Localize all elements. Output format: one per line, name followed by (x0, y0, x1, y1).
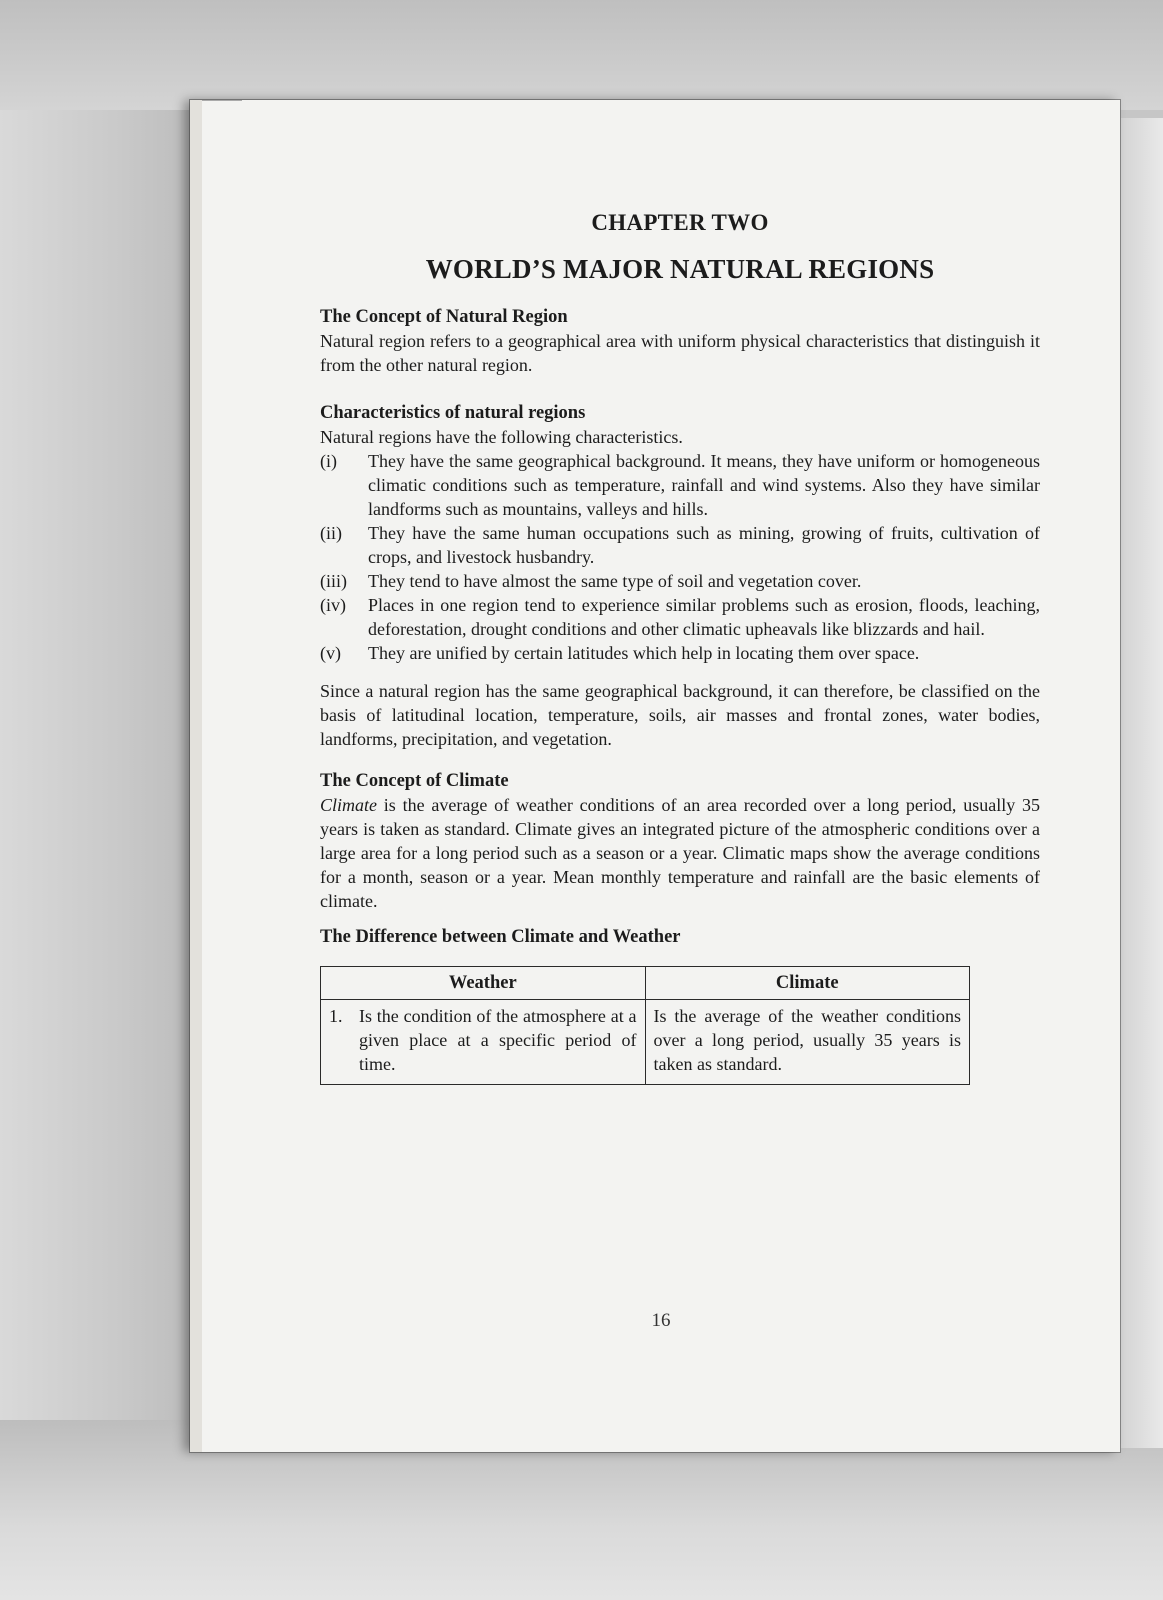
climate-column-header: Climate (645, 967, 970, 1000)
list-item (320, 641, 1040, 665)
characteristics-intro: Natural regions have the following characteristics. (320, 427, 683, 447)
difference-heading: The Difference between Climate and Weather (320, 927, 681, 947)
characteristics-heading: Characteristics of natural regions (320, 403, 586, 423)
chapter-title: WORLD’S MAJOR NATURAL REGIONS (425, 254, 935, 284)
page-corner (202, 100, 242, 141)
list-item-number: (v) (320, 643, 341, 663)
climate-definition (320, 793, 1040, 913)
characteristics-list (320, 449, 1040, 665)
list-item-text: They are unified by certain latitudes which help in locating them over space. (368, 643, 920, 663)
list-item-text: They tend to have almost the same type of soil and vegetation cover. (368, 571, 862, 591)
page-content (320, 210, 1040, 1085)
page-number: 16 (651, 1310, 671, 1331)
chapter-label: CHAPTER TWO (591, 210, 769, 235)
list-item (320, 521, 1040, 569)
table-row (321, 1000, 970, 1085)
list-item-number: (ii) (320, 523, 342, 543)
list-item-text: They have the same geographical background. It means, they have uniform or homogeneous climatic conditions such as temperature, rainfall and wind systems. Also they have similar landforms such as mountains, valleys and hills. (368, 451, 1040, 519)
list-item-number: (iii) (320, 571, 347, 591)
list-item-text: They have the same human occupations such as mining, growing of fruits, cultivation of crops, and livestock husbandry. (368, 523, 1040, 567)
weather-column-header: Weather (321, 967, 646, 1000)
list-item-text: Places in one region tend to experience similar problems such as erosion, floods, leaching, deforestation, drought conditions and other climatic upheavals like blizzards and hail. (368, 595, 1040, 639)
climate-heading: The Concept of Climate (320, 771, 509, 791)
list-item (320, 593, 1040, 641)
natural-region-heading: The Concept of Natural Region (320, 307, 568, 327)
weather-climate-table (320, 966, 970, 1085)
scan-background-top (0, 0, 1163, 110)
list-item-number: (i) (320, 451, 337, 471)
list-item-number: (iv) (320, 595, 346, 615)
climate-term: Climate (320, 795, 377, 815)
weather-cell-text: Is the condition of the atmosphere at a given place at a specific period of time. (359, 1006, 637, 1074)
climate-cell: Is the average of the weather conditions over a long period, usually 35 years is taken as standard. (645, 1000, 970, 1085)
book-page (190, 100, 1120, 1452)
list-item (320, 449, 1040, 521)
climate-definition-text: is the average of weather conditions of an area recorded over a long period, usually 35 years is taken as standard. Climate gives an integrated picture of the atmospheric conditions over a large area for a long period such as a season or a year. Climatic maps show the average conditions for a month, season or a year. Mean monthly temperature and rainfall are the basic elements of climate. (320, 795, 1040, 911)
weather-cell (321, 1000, 646, 1085)
row-number: 1. (329, 1006, 343, 1026)
characteristics-summary: Since a natural region has the same geographical background, it can therefore, be classified on the basis of latitudinal location, temperature, soils, air masses and frontal zones, water bodies, landforms, precipitation, and vegetation. (320, 681, 1040, 749)
list-item (320, 569, 1040, 593)
natural-region-definition: Natural region refers to a geographical area with uniform physical characteristics that distinguish it from the other natural region. (320, 331, 1040, 375)
